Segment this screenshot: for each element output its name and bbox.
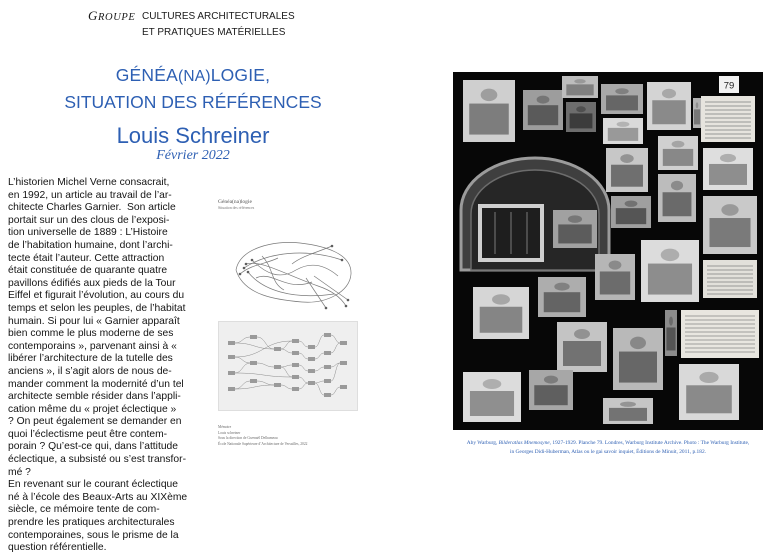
abstract-line: L’historien Michel Verne consacrait,: [8, 177, 170, 188]
graph-node: [292, 339, 299, 343]
pinned-photo: [473, 287, 529, 339]
abstract-line: en 1992, un article au travail de l’ar-: [8, 189, 172, 201]
picture-detail: [671, 181, 683, 191]
abstract-line: siècle, ce mémoire tente de com-: [8, 504, 160, 516]
picture-detail: [669, 316, 673, 325]
graph-node: [228, 371, 235, 375]
picture-detail: [709, 218, 750, 247]
caption-author: Aby Warburg,: [466, 440, 499, 446]
pinned-photo: [603, 398, 653, 424]
picture-detail: [606, 95, 638, 110]
abstract-line: bien comme le plus moderne de ses: [8, 328, 174, 340]
picture-detail: [568, 215, 582, 223]
abstract-line: contemporaines, sous le prisme de la: [8, 529, 179, 541]
caption-details: , 1927-1929. Planche 79. Londres, Warburg Institute Archive. Photo : The Warburg Institute,: [549, 440, 750, 446]
plate-number-card: [719, 76, 739, 93]
graph-node: [292, 387, 299, 391]
publication-date: Février 2022: [156, 148, 230, 163]
abstract-line: prendre les pratiques architecturales: [8, 517, 175, 529]
title-part: LOGIE,: [210, 65, 271, 85]
pinned-photo: [463, 80, 515, 142]
picture-detail: [576, 106, 586, 112]
abstract-line: tion universelle de 1889 : L’Histoire: [8, 227, 168, 239]
pinned-photo: [601, 84, 643, 114]
pinned-photo: [665, 310, 677, 356]
graph-node: [308, 369, 315, 373]
picture-detail: [663, 192, 692, 216]
picture-detail: [609, 408, 647, 421]
pinned-photo: [641, 240, 699, 302]
picture-detail: [663, 149, 693, 166]
picture-detail: [615, 88, 628, 94]
pinned-photo: [703, 196, 757, 254]
network-node: [245, 263, 248, 266]
graph-node: [308, 357, 315, 361]
pinned-photo: [553, 210, 597, 248]
pinned-photo: [595, 254, 635, 300]
picture-detail: [570, 113, 593, 128]
picture-detail: [652, 100, 685, 124]
network-node: [243, 267, 246, 270]
picture-detail: [617, 122, 630, 127]
graph-node: [292, 375, 299, 379]
network-node: [325, 307, 328, 310]
picture-detail: [619, 352, 657, 383]
picture-detail: [620, 402, 636, 407]
picture-detail: [470, 391, 514, 416]
abstract-line: portait sur un des clous de l’exposi-: [8, 214, 170, 226]
group-name-line-1: CULTURES ARCHITECTURALES: [142, 11, 295, 22]
pinned-photo: [557, 322, 607, 372]
title-part: GÉNÉA: [115, 65, 179, 85]
group-name-line-2: ET PRATIQUES MATÉRIELLES: [142, 27, 286, 38]
picture-detail: [630, 337, 646, 349]
picture-detail: [686, 385, 732, 413]
pinned-clipping: [681, 310, 759, 358]
graph-node: [324, 333, 331, 337]
graph-node: [324, 393, 331, 397]
picture-detail: [608, 128, 638, 141]
picture-detail: [492, 294, 510, 304]
title-line-1: [0, 65, 386, 87]
graph-node: [324, 365, 331, 369]
picture-detail: [566, 84, 593, 95]
thumbnail-footer-line: Mémoire: [218, 425, 232, 429]
pinned-photo: [613, 328, 663, 390]
pinned-photo: [703, 148, 753, 190]
graph-node: [250, 379, 257, 383]
picture-detail: [609, 260, 622, 269]
thumbnail-footer: [218, 425, 307, 447]
picture-detail: [480, 307, 523, 333]
graph-node: [228, 387, 235, 391]
abstract-line: contemporains », parvenant ainsi à «: [8, 340, 177, 352]
abstract-line: quoi l’éclectisme peut être contem-: [8, 428, 168, 440]
abstract-line: temps et selon les peuples, de l’habitat: [8, 302, 186, 314]
abstract-line: mander comment la modernité d’un tel: [8, 378, 184, 390]
picture-detail: [481, 89, 498, 101]
warburg-atlas-figure: [453, 72, 763, 430]
graph-node: [274, 365, 281, 369]
graph-node: [292, 351, 299, 355]
graph-node: [324, 351, 331, 355]
thesis-cover-thumbnail: [205, 193, 360, 463]
picture-detail: [662, 89, 676, 99]
thumbnail-subtitle: Situation des références: [218, 206, 255, 210]
abstract-line: Eiffel et figurait l’évolution, au cours du: [8, 290, 185, 302]
picture-detail: [563, 341, 601, 366]
network-node: [251, 259, 254, 262]
picture-detail: [600, 271, 630, 294]
pinned-clipping: [703, 260, 757, 298]
author-name: Louis Schreiner: [116, 123, 270, 148]
picture-detail: [574, 79, 586, 83]
caption-line-2: in Georges Didi-Huberman, Atlas ou le gai savoir inquiet, Éditions de Minuit, 2011, p.182.: [510, 449, 706, 455]
network-line: [314, 276, 348, 300]
abstract-line: question référentielle.: [8, 542, 107, 554]
picture-detail: [537, 96, 550, 104]
figure-caption: [453, 439, 763, 457]
network-node: [239, 273, 242, 276]
picture-detail: [469, 104, 509, 135]
picture-detail: [721, 204, 738, 216]
abstract-line: tecte était l’auteur. Cette attraction: [8, 252, 165, 264]
picture-detail: [699, 372, 718, 383]
pinned-clipping: [701, 96, 755, 142]
picture-detail: [544, 292, 580, 312]
graph-node: [308, 345, 315, 349]
graph-node: [274, 383, 281, 387]
graph-node: [228, 341, 235, 345]
network-node: [247, 271, 250, 274]
node-graph-diagram: [218, 321, 358, 411]
abstract-line: était constituée de quarante quatre: [8, 265, 168, 277]
graph-node: [292, 363, 299, 367]
abstract-line: humain. Si pour lui « Garnier apparaît: [8, 315, 180, 327]
network-line: [292, 246, 332, 264]
picture-detail: [666, 327, 675, 350]
network-node: [347, 299, 350, 302]
abstract-line: libérer l’architecture de la tutelle des: [8, 353, 173, 365]
pinned-photo: [658, 136, 698, 170]
picture-detail: [709, 164, 747, 185]
picture-detail: [625, 200, 638, 206]
picture-detail: [534, 385, 567, 405]
pinned-photo: [658, 174, 696, 222]
thumbnail-footer-line: Sous la direction de Gwenaël Delhumeau: [218, 436, 278, 441]
pinned-photo: [463, 372, 521, 422]
abstract-line: ? On peut également se demander en: [8, 416, 182, 428]
abstract-line: chitecte Charles Garnier. Son article: [8, 202, 176, 214]
pinned-photo: [679, 364, 739, 420]
atlas-plate-photo: [453, 72, 763, 430]
picture-detail: [694, 109, 700, 124]
graph-node: [340, 385, 347, 389]
network-line: [262, 256, 284, 290]
network-node: [341, 259, 344, 262]
pinned-photo: [603, 118, 643, 144]
pinned-photo: [606, 148, 648, 192]
plate-number: 79: [723, 80, 735, 92]
abstract-line: anciens », il s’agit alors de nous de-: [8, 365, 172, 377]
group-label: GROUPE: [88, 8, 136, 23]
pinned-photo: [566, 102, 596, 132]
abstract-line: mé ?: [8, 466, 31, 478]
picture-detail: [696, 102, 699, 108]
title-part-parenthesis: (NA): [178, 68, 211, 85]
diagram-background: [219, 322, 358, 411]
pinned-photo: [523, 90, 563, 130]
graph-node: [340, 341, 347, 345]
pinned-photo: [693, 98, 701, 128]
picture-detail: [661, 249, 680, 261]
picture-detail: [672, 141, 685, 148]
graph-node: [274, 347, 281, 351]
picture-detail: [648, 264, 692, 295]
abstract-line: architecte semble résider dans l’appli-: [8, 391, 181, 403]
abstract-line: pavillons édifiés aux pieds de la Tour: [8, 277, 176, 289]
pinned-photo: [538, 277, 586, 317]
caption-line-1: [453, 439, 763, 448]
picture-surface: [681, 310, 759, 358]
picture-detail: [611, 165, 643, 187]
picture-detail: [558, 224, 591, 243]
network-drawing: [222, 234, 358, 314]
abstract-line: cation même du « projet éclectique »: [8, 403, 177, 415]
thumbnail-title: Généa(na)logie: [218, 199, 252, 205]
thumbnail-footer-line: Louis schreiner: [218, 430, 241, 435]
pinned-photo: [611, 196, 651, 228]
picture-detail: [574, 329, 590, 339]
picture-surface: [701, 96, 755, 142]
picture-detail: [620, 154, 633, 163]
caption-work-title: Bilderatlas Mnemosyne: [498, 440, 550, 446]
network-node: [331, 245, 334, 248]
picture-detail: [720, 154, 736, 162]
pinned-photo: [529, 370, 573, 410]
thumbnail-footer-line: École Nationale Supérieure d’Architecture de Versailles, 2022: [218, 441, 308, 446]
abstract-line: né à l’école des Beaux-Arts au XIXème: [8, 491, 188, 503]
graph-node: [250, 335, 257, 339]
network-node: [345, 305, 348, 308]
picture-detail: [554, 283, 569, 291]
graph-node: [228, 355, 235, 359]
graph-node: [250, 361, 257, 365]
pinned-photo: [647, 82, 691, 130]
pinned-photo: [562, 76, 598, 98]
abstract-line: porain ? Qu’est-ce qui, dans l’attitude: [8, 441, 178, 453]
picture-detail: [616, 208, 646, 224]
picture-detail: [528, 105, 558, 125]
abstract-line: En revenant sur le courant éclectique: [8, 479, 178, 491]
graph-node: [324, 379, 331, 383]
picture-detail: [544, 376, 558, 384]
abstract-text: [8, 177, 187, 555]
graph-node: [308, 381, 315, 385]
graph-node: [340, 361, 347, 365]
title-line-2: SITUATION DES RÉFÉRENCES: [64, 92, 322, 112]
picture-detail: [483, 379, 502, 389]
abstract-line: de l’habitation humaine, dont l’archi-: [8, 239, 173, 251]
abstract-line: éclectique, a subsisté ou s’est transfor-: [8, 454, 186, 466]
